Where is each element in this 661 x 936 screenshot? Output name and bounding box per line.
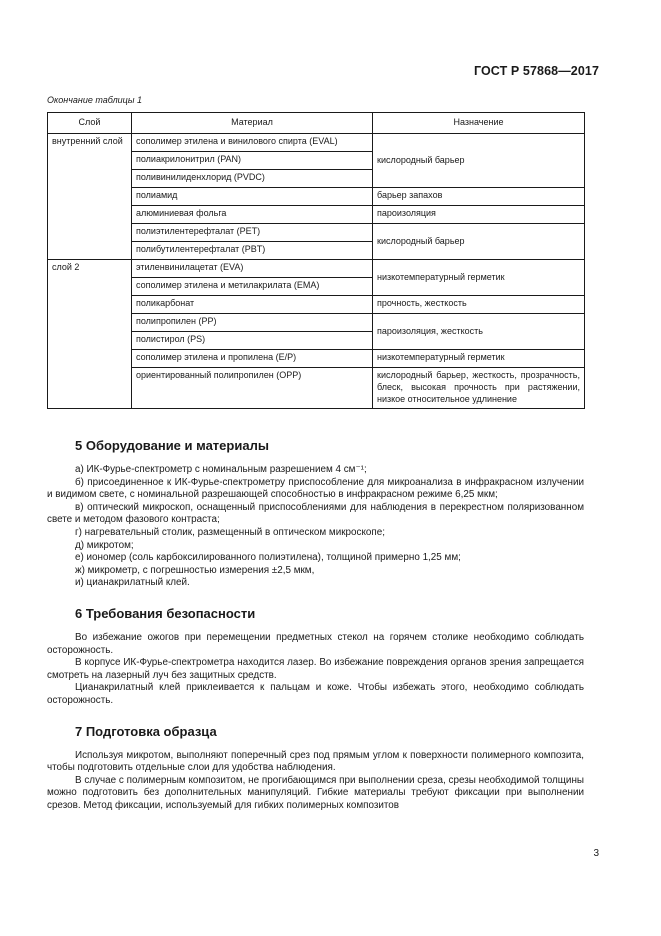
purpose-cell: кислородный барьер: [373, 134, 585, 188]
document-body: [47, 438, 584, 828]
page-number: 3: [593, 848, 599, 859]
layer-cell: внутренний слой: [48, 134, 132, 260]
list-item: г) нагревательный столик, размещенный в оптическом микроскопе;: [75, 526, 385, 538]
list-item: д) микротом;: [75, 539, 134, 551]
layer-cell: слой 2: [48, 260, 132, 409]
purpose-cell: низкотемпературный герметик: [373, 350, 585, 368]
table-caption: Окончание таблицы 1: [47, 95, 142, 105]
material-cell: сополимер этилена и пропилена (E/P): [132, 350, 373, 368]
column-header-layer: Слой: [48, 113, 132, 134]
material-cell: полипропилен (PP): [132, 314, 373, 332]
material-cell: алюминиевая фольга: [132, 206, 373, 224]
section-sample-preparation: [47, 724, 584, 813]
paragraph: В корпусе ИК-Фурье-спектрометра находится лазер. Во избежание повреждения органов зрения запрещается смотреть на лазерный луч без защитных средств.: [47, 657, 584, 681]
materials-table: [47, 112, 585, 409]
list-item: е) иономер (соль карбоксилированного полиэтилена), толщиной примерно 1,25 мм;: [75, 552, 461, 564]
material-cell: сополимер этилена и метилакрилата (EMA): [132, 278, 373, 296]
list-item: а) ИК-Фурье-спектрометр с номинальным разрешением 4 см⁻¹;: [75, 464, 367, 475]
paragraph: Используя микротом, выполняют поперечный срез под прямым углом к поверхности полимерного композита, чтобы подготовить отдельные слои для удобства наблюдения.: [47, 749, 584, 774]
material-cell: сополимер этилена и винилового спирта (EVAL): [132, 134, 373, 152]
material-cell: полибутилентерефталат (PBT): [132, 242, 373, 260]
material-cell: полиакрилонитрил (PAN): [132, 152, 373, 170]
material-cell: полистирол (PS): [132, 332, 373, 350]
material-cell: полиэтилентерефталат (PET): [132, 224, 373, 242]
document-id: ГОСТ Р 57868—2017: [473, 64, 599, 78]
material-cell: полиамид: [132, 188, 373, 206]
column-header-material: Материал: [132, 113, 373, 134]
purpose-cell: кислородный барьер, жесткость, прозрачность, блеск, высокая прочность при растяжении, низкое относительное удлинение: [373, 368, 585, 409]
list-item: в) оптический микроскоп, оснащенный приспособлениями для наблюдения в перекрестном поляризованном свете и методом фазового контраста;: [47, 501, 584, 526]
table-row: [48, 260, 585, 278]
material-cell: этиленвинилацетат (EVA): [132, 260, 373, 278]
section-equipment: [47, 438, 584, 590]
purpose-cell: пароизоляция, жесткость: [373, 314, 585, 350]
purpose-cell: низкотемпературный герметик: [373, 260, 585, 296]
purpose-cell: кислородный барьер: [373, 224, 585, 260]
material-cell: ориентированный полипропилен (OPP): [132, 368, 373, 409]
table-row: [48, 134, 585, 152]
purpose-cell: пароизоляция: [373, 206, 585, 224]
material-cell: поливинилиденхлорид (PVDC): [132, 170, 373, 188]
paragraph: В случае с полимерным композитом, не прогибающимся при выполнении среза, срезы необходимой толщины можно подготовить без дополнительных манипуляций. Гибкие материалы требуют фиксации при выполнении срезов. Метод фиксации, используемый для гибких полимерных композитов: [47, 774, 584, 811]
purpose-cell: прочность, жесткость: [373, 296, 585, 314]
paragraph: Во избежание ожогов при перемещении предметных стекол на горячем столике необходимо соблюдать осторожность.: [47, 631, 584, 656]
list-item: б) присоединенное к ИК-Фурье-спектрометру приспособление для микроанализа в инфракрасном излучении и видимом свете, с номинальной разрешающей способностью в инфракрасном режиме 6,25 мкм;: [47, 476, 584, 501]
section-heading: 5 Оборудование и материалы: [75, 438, 269, 453]
paragraph: Цианакрилатный клей приклеивается к пальцам и коже. Чтобы избежать этого, необходимо соблюдать осторожность.: [47, 682, 584, 706]
section-heading: 6 Требования безопасности: [75, 605, 256, 621]
section-heading: 7 Подготовка образца: [75, 723, 217, 739]
purpose-cell: барьер запахов: [373, 188, 585, 206]
column-header-purpose: Назначение: [373, 113, 585, 134]
table-header-row: [48, 113, 585, 134]
material-cell: поликарбонат: [132, 296, 373, 314]
list-item: ж) микрометр, с погрешностью измерения ±2,5 мкм,: [75, 564, 315, 576]
list-item: и) цианакрилатный клей.: [75, 577, 190, 589]
section-safety: [47, 606, 584, 708]
